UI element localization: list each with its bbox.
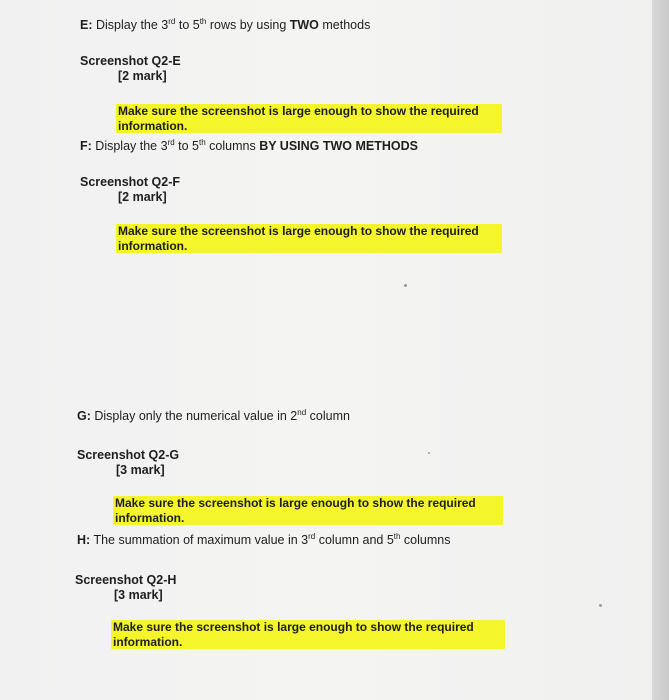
question-letter: H: (77, 533, 91, 547)
ordinal-suffix: rd (167, 138, 175, 147)
question-text: columns (400, 533, 451, 547)
question-text: to 5 (174, 139, 200, 153)
question-text: rows by using (206, 18, 290, 32)
question-text: column (306, 409, 350, 423)
paper-speck (599, 604, 602, 607)
ordinal-suffix: th (199, 138, 206, 147)
question-text: methods (318, 18, 371, 32)
question-text: to 5 (175, 18, 200, 32)
mark-label: [2 mark] (118, 69, 167, 83)
screenshot-label: Screenshot Q2-E (80, 54, 181, 68)
page-edge (652, 0, 669, 700)
question-text: Display the 3 (95, 18, 169, 32)
mark-label: [3 mark] (116, 463, 165, 477)
question-text: The summation of maximum value in 3 (93, 533, 309, 547)
question-letter: G: (77, 409, 91, 423)
question-h (77, 533, 450, 548)
screenshot-label: Screenshot Q2-F (80, 175, 181, 189)
question-letter: F: (80, 139, 92, 153)
paper-speck (404, 284, 407, 287)
ordinal-suffix: rd (308, 532, 316, 541)
question-f (80, 139, 418, 154)
highlighted-note: Make sure the screenshot is large enough to show the required information. (116, 104, 502, 133)
paper-speck (428, 452, 430, 454)
question-text: Display only the numerical value in 2 (94, 409, 298, 423)
ordinal-suffix: nd (297, 408, 307, 417)
question-e (80, 18, 370, 33)
question-text: Display the 3 (95, 139, 168, 153)
question-text: columns (205, 139, 260, 153)
mark-label: [3 mark] (114, 588, 163, 602)
screenshot-label: Screenshot Q2-H (75, 573, 177, 587)
screenshot-label: Screenshot Q2-G (77, 448, 180, 462)
question-emphasis: TWO (289, 18, 319, 32)
ordinal-suffix: rd (168, 17, 176, 26)
ordinal-suffix: th (393, 532, 401, 541)
highlighted-note: Make sure the screenshot is large enough to show the required information. (116, 224, 502, 253)
question-emphasis: BY USING TWO METHODS (259, 139, 418, 153)
question-letter: E: (80, 18, 93, 32)
highlighted-note: Make sure the screenshot is large enough to show the required information. (113, 496, 503, 525)
question-g (77, 409, 350, 424)
mark-label: [2 mark] (118, 190, 167, 204)
highlighted-note: Make sure the screenshot is large enough to show the required information. (111, 620, 505, 649)
question-text: column and 5 (315, 533, 394, 547)
ordinal-suffix: th (199, 17, 207, 26)
